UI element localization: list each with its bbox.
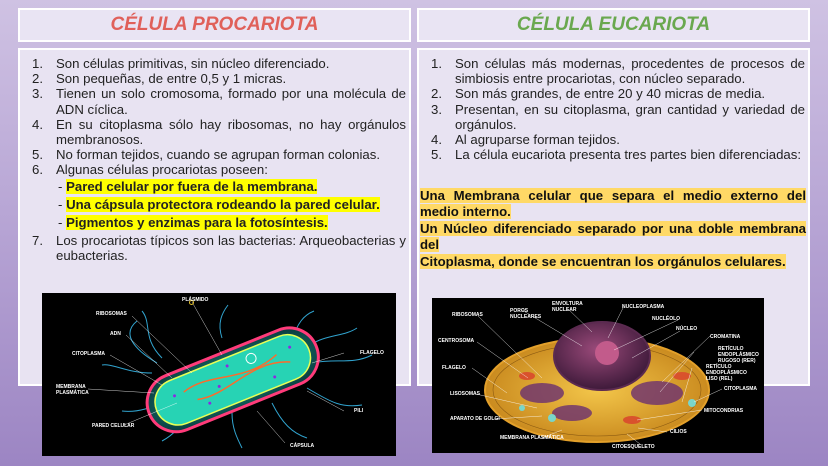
- label-centrosoma: CENTROSOMA: [438, 338, 475, 344]
- label-pared: PARED CELULAR: [92, 423, 135, 429]
- highlight-nucleus: [420, 221, 806, 253]
- item-text: La célula eucariota presenta tres partes bien diferenciadas:: [455, 147, 802, 163]
- label-rer: RETÍCULO ENDOPLÁSMICO RUGOSO (RER): [718, 346, 759, 364]
- item-text: Son células más modernas, procedentes de procesos de simbiosis entre procariotas, con núcleo separado.: [455, 56, 805, 87]
- list-item: [419, 147, 805, 162]
- label-plasmido: PLÁSMIDO: [182, 297, 209, 303]
- highlight-text: Una Membrana celular que separa el medio externo del medio interno.: [420, 188, 806, 219]
- dash: -: [58, 196, 67, 212]
- label-poros: POROS NUCLEARES: [510, 308, 542, 320]
- eukaryote-diagram: [432, 298, 764, 453]
- label-citoplasma-euk: CITOPLASMA: [724, 386, 757, 392]
- highlight-cytoplasm: [420, 254, 806, 270]
- label-citoesqueleto: CITOESQUELETO: [612, 444, 655, 450]
- prokaryote-diagram: [42, 293, 396, 456]
- label-nucleolo: NUCLÉOLO: [652, 316, 681, 322]
- item-number: 3.: [32, 86, 43, 102]
- item-number: 3.: [431, 101, 442, 117]
- item-number: 7.: [32, 233, 43, 249]
- label-ribosomas-euk: RIBOSOMAS: [452, 312, 483, 318]
- label-mitocondrias: MITOCONDRIAS: [704, 408, 744, 414]
- item-text: Presentan, en su citoplasma, gran cantidad y variedad de orgánulos.: [455, 101, 805, 132]
- item-text: No forman tejidos, cuando se agrupan forman colonias.: [56, 147, 381, 163]
- item-text: Algunas células procariotas poseen:: [56, 162, 268, 178]
- sub-item-text: Pigmentos y enzimas para la fotosíntesis.: [66, 215, 328, 231]
- list-item: [20, 86, 406, 116]
- bacterium-illustration: [42, 293, 396, 456]
- item-number: 2.: [32, 71, 43, 87]
- item-text: Son más grandes, de entre 20 y 40 micras de media.: [455, 86, 766, 102]
- item-number: 5.: [431, 147, 442, 163]
- list-item: [20, 71, 406, 86]
- item-number: 6.: [32, 162, 43, 178]
- list-item: [419, 102, 805, 132]
- dash: -: [58, 178, 67, 194]
- item-text: Al agruparse forman tejidos.: [455, 132, 620, 148]
- label-pili: PILI: [354, 408, 364, 414]
- label-ribosomas: RIBOSOMAS: [96, 311, 127, 317]
- label-cilios: CILIOS: [670, 429, 687, 435]
- sub-item: [20, 197, 406, 212]
- label-adn: ADN: [110, 331, 121, 337]
- label-cromatina: CROMATINA: [710, 334, 741, 340]
- list-item: [20, 147, 406, 162]
- item-number: 5.: [32, 147, 43, 163]
- label-golgi: APARATO DE GOLGI: [450, 416, 500, 422]
- item-text: Son pequeñas, de entre 0,5 y 1 micras.: [56, 71, 287, 87]
- item-number: 1.: [32, 56, 43, 71]
- header-prokaryote: [18, 8, 411, 42]
- dash: -: [58, 215, 67, 231]
- label-nucleoplasma: NUCLEOPLASMA: [622, 304, 665, 310]
- header-eukaryote: [417, 8, 810, 42]
- list-item: [20, 56, 406, 71]
- label-membrana-euk: MEMBRANA PLASMÁTICA: [500, 435, 564, 441]
- label-envoltura: ENVOLTURA NUCLEAR: [552, 301, 583, 313]
- label-flagelo: FLAGELO: [360, 350, 384, 356]
- title-eukaryote: CÉLULA EUCARIOTA: [516, 14, 711, 35]
- list-item: [20, 233, 406, 263]
- item-number: 2.: [431, 86, 442, 102]
- sub-item: [20, 215, 406, 230]
- highlight-text: Citoplasma, donde se encuentran los orgánulos celulares.: [420, 254, 786, 269]
- label-flagelo-euk: FLAGELO: [442, 365, 466, 371]
- item-text: Tienen un solo cromosoma, formado por una molécula de ADN cíclica.: [56, 86, 406, 117]
- sub-item-text: Pared celular por fuera de la membrana.: [66, 178, 318, 194]
- item-number: 1.: [431, 56, 442, 71]
- list-item: [419, 56, 805, 86]
- prokaryote-list: [20, 56, 406, 264]
- title-prokaryote: CÉLULA PROCARIOTA: [110, 14, 319, 35]
- eukaryote-list: [419, 56, 805, 162]
- list-item: [20, 117, 406, 147]
- list-item: [419, 86, 805, 101]
- label-lisosomas: LISOSOMAS: [450, 391, 481, 397]
- item-text: En su citoplasma sólo hay ribosomas, no hay orgánulos membranosos.: [56, 116, 406, 148]
- list-item: [20, 162, 406, 177]
- highlight-membrane: [420, 188, 806, 220]
- highlight-text: Un Núcleo diferenciado separado por una doble membrana del: [420, 221, 806, 252]
- sub-item-text: Una cápsula protectora rodeando la pared celular.: [66, 196, 380, 212]
- item-number: 4.: [32, 116, 43, 132]
- sub-item: [20, 179, 406, 194]
- label-rel: RETÍCULO ENDOPLÁSMICO LISO (REL): [706, 364, 747, 382]
- eukaryote-parts: [420, 188, 806, 270]
- item-number: 4.: [431, 132, 442, 148]
- item-text: Los procariotas típicos son las bacterias: Arqueobacterias y eubacterias.: [56, 233, 406, 264]
- label-membrana: MEMBRANA PLASMÁTICA: [56, 384, 89, 396]
- label-capsula: CÁPSULA: [290, 443, 315, 449]
- label-citoplasma: CITOPLASMA: [72, 351, 105, 357]
- item-text: Son células primitivas, sin núcleo diferenciado.: [56, 56, 330, 71]
- list-item: [419, 132, 805, 147]
- label-nucleo: NÚCLEO: [676, 326, 698, 332]
